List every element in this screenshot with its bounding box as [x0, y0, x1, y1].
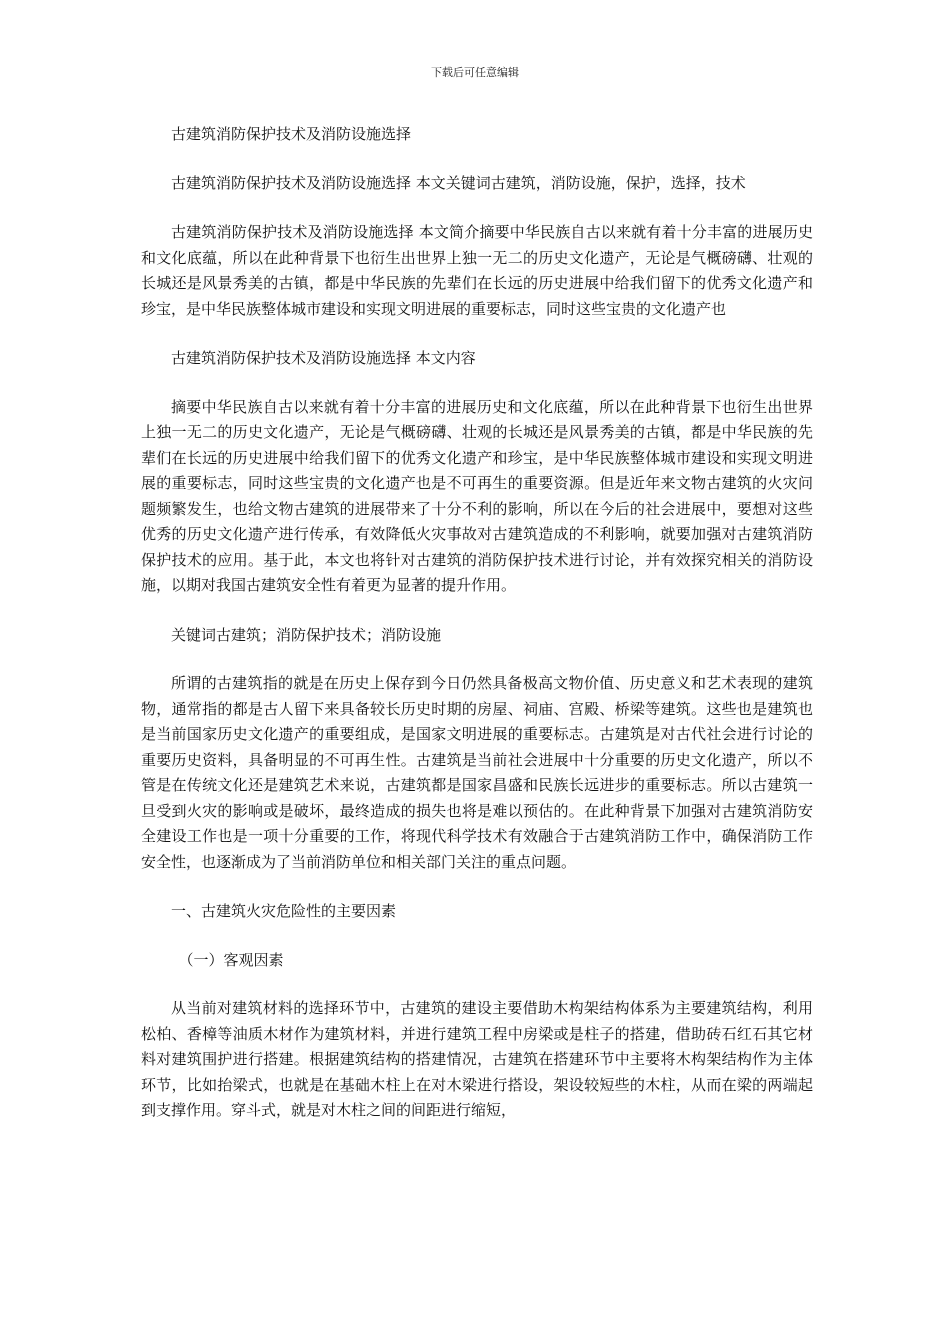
document-title: 古建筑消防保护技术及消防设施选择 — [171, 125, 412, 143]
header-note: 下载后可任意编辑 — [431, 66, 519, 79]
subsection-heading: （一）客观因素 — [178, 950, 284, 969]
intro-paragraph: 所谓的古建筑指的就是在历史上保存到今日仍然具备极高文物价值、历史意义和艺术表现的建筑物，通常指的都是古人留下来具备较长历史时期的房屋、祠庙、宫殿、桥梁等建筑。这些也是建筑也是当前国家历史文化遗产的重要组成，是国家文明进展的重要标志。古建筑是对古代社会进行讨论的重要历史资料，具备明显的不可再生性。古建筑是当前社会进展中十分重要的历史文化遗产，所以不管是在传统文化还是建筑艺术来说，古建筑都是国家昌盛和民族长远进步的重要标志。所以古建筑一旦受到火灾的影响或是破坏，最终造成的损失也将是难以预估的。在此种背景下加强对古建筑消防安全建设工作也是一项十分重要的工作，将现代科学技术有效融合于古建筑消防工作中，确保消防工作安全性，也逐渐成为了当前消防单位和相关部门关注的重点问题。 — [141, 674, 813, 871]
section-heading: 一、古建筑火灾危险性的主要因素 — [171, 902, 397, 920]
content-label: 古建筑消防保护技术及消防设施选择 本文内容 — [171, 349, 476, 367]
summary-paragraph: 古建筑消防保护技术及消防设施选择 本文简介摘要中华民族自古以来就有着十分丰富的进展历史和文化底蕴，所以在此种背景下也衍生出世界上独一无二的历史文化遗产，无论是气概磅礴、壮观的长城还是风景秀美的古镇，都是中华民族的先辈们在长远的历史进展中给我们留下的优秀文化遗产和珍宝，是中华民族整体城市建设和实现文明进展的重要标志，同时这些宝贵的文化遗产也 — [141, 223, 813, 318]
keywords-paragraph: 关键词古建筑；消防保护技术；消防设施 — [171, 625, 442, 644]
document-body — [141, 122, 813, 1148]
abstract-paragraph: 摘要中华民族自古以来就有着十分丰富的进展历史和文化底蕴，所以在此种背景下也衍生出世界上独一无二的历史文化遗产，无论是气概磅礴、壮观的长城还是风景秀美的古镇，都是中华民族的先辈们在长远的历史进展中给我们留下的优秀文化遗产和珍宝，是中华民族整体城市建设和实现文明进展的重要标志，同时这些宝贵的文化遗产也是不可再生的重要资源。但是近年来文物古建筑的火灾问题频繁发生，也给文物古建筑的进展带来了十分不利的影响，所以在今后的社会进展中，要想对这些优秀的历史文化遗产进行传承，有效降低火灾事故对古建筑造成的不利影响，就要加强对古建筑消防保护技术的应用。基于此，本文也将针对古建筑的消防保护技术进行讨论，并有效探究相关的消防设施，以期对我国古建筑安全性有着更为显著的提升作用。 — [141, 397, 813, 594]
section-paragraph: 从当前对建筑材料的选择环节中，古建筑的建设主要借助木构架结构体系为主要建筑结构，利用松柏、香樟等油质木材作为建筑材料，并进行建筑工程中房梁或是柱子的搭建，借助砖石红石其它材料对建筑围护进行搭建。根据建筑结构的搭建情况，古建筑在搭建环节中主要将木构架结构作为主体环节，比如抬梁式，也就是在基础木柱上在对木梁进行搭设，架设较短些的木柱，从而在梁的两端起到支撑作用。穿斗式，就是对木柱之间的间距进行缩短， — [141, 999, 813, 1119]
keywords-line: 古建筑消防保护技术及消防设施选择 本文关键词古建筑，消防设施，保护，选择，技术 — [171, 173, 746, 192]
